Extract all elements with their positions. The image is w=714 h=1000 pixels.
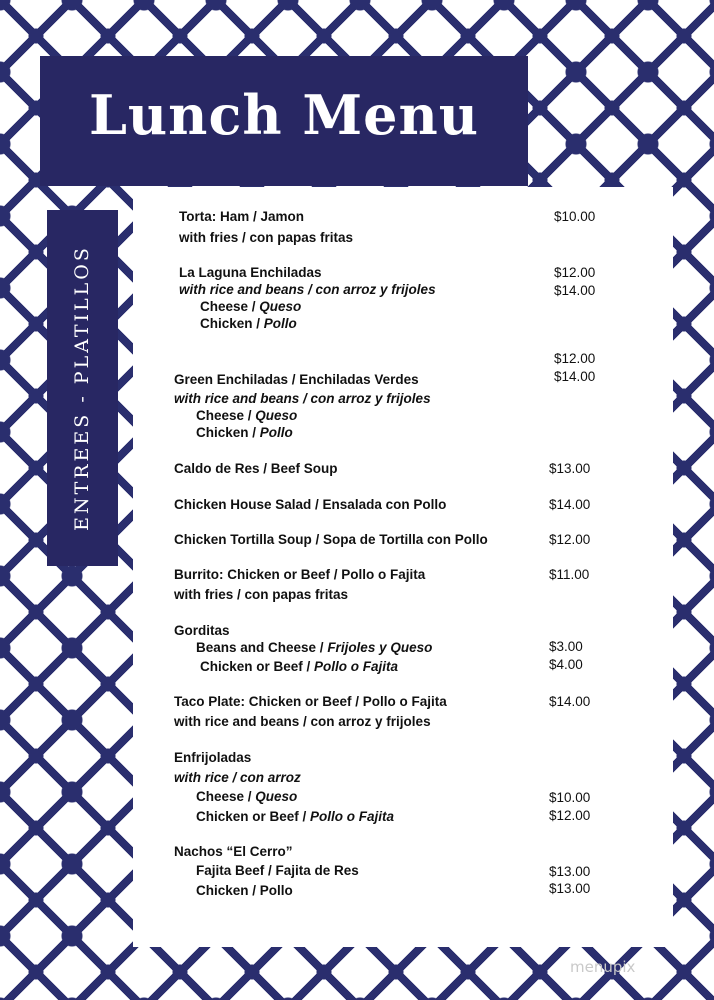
item-price: $12.00 [549, 808, 591, 823]
item-name: Chicken Tortilla Soup / Sopa de Tortilla con Pollo [174, 532, 488, 547]
item-option: Cheese / Queso [196, 789, 298, 804]
item-price: $14.00 [549, 497, 591, 512]
item-price: $4.00 [549, 657, 583, 672]
item-name: Burrito: Chicken or Beef / Pollo o Fajita [174, 567, 426, 582]
item-name: Enfrijoladas [174, 750, 252, 765]
item-desc: with rice / con arroz [174, 770, 301, 785]
item-desc: with fries / con papas fritas [174, 587, 349, 602]
item-price: $3.00 [549, 639, 583, 654]
item-name: Nachos “El Cerro” [174, 844, 293, 859]
item-option: Cheese / Queso [200, 299, 302, 314]
item-desc: with fries / con papas fritas [179, 230, 354, 245]
item-price: $13.00 [549, 864, 591, 879]
item-price: $13.00 [549, 881, 591, 896]
item-option: Cheese / Queso [196, 408, 298, 423]
item-price: $10.00 [554, 209, 596, 224]
item-option: Beans and Cheese / Frijoles y Queso [196, 640, 433, 655]
item-price: $12.00 [549, 532, 591, 547]
item-option: Fajita Beef / Fajita de Res [196, 863, 359, 878]
item-name: Torta: Ham / Jamon [179, 209, 305, 224]
item-option: Chicken or Beef / Pollo o Fajita [196, 809, 395, 824]
item-name: Taco Plate: Chicken or Beef / Pollo o Fajita [174, 694, 447, 709]
item-name: Gorditas [174, 623, 230, 638]
item-desc: with rice and beans / con arroz y frijoles [174, 391, 431, 406]
item-option: Chicken / Pollo [200, 316, 297, 331]
item-price: $14.00 [549, 694, 591, 709]
item-option: Chicken / Pollo [196, 883, 293, 898]
item-name: La Laguna Enchiladas [179, 265, 322, 280]
section-label: ENTREES - PLATILLOS [71, 245, 93, 531]
item-price: $14.00 [554, 369, 596, 384]
title-banner [40, 56, 528, 186]
item-option: Chicken or Beef / Pollo o Fajita [200, 659, 399, 674]
item-price: $12.00 [554, 351, 596, 366]
item-name: Green Enchiladas / Enchiladas Verdes [174, 372, 419, 387]
item-price: $11.00 [549, 567, 590, 582]
page-title: Lunch Menu [88, 83, 480, 147]
item-price: $12.00 [554, 265, 596, 280]
item-desc: with rice and beans / con arroz y frijoles [174, 714, 431, 729]
item-name: Chicken House Salad / Ensalada con Pollo [174, 497, 447, 512]
item-option: Chicken / Pollo [196, 425, 293, 440]
item-price: $14.00 [554, 283, 596, 298]
item-desc: with rice and beans / con arroz y frijoles [179, 282, 436, 297]
item-name: Caldo de Res / Beef Soup [174, 461, 338, 476]
item-price: $13.00 [549, 461, 591, 476]
watermark: menupix [570, 958, 636, 976]
item-price: $10.00 [549, 790, 591, 805]
